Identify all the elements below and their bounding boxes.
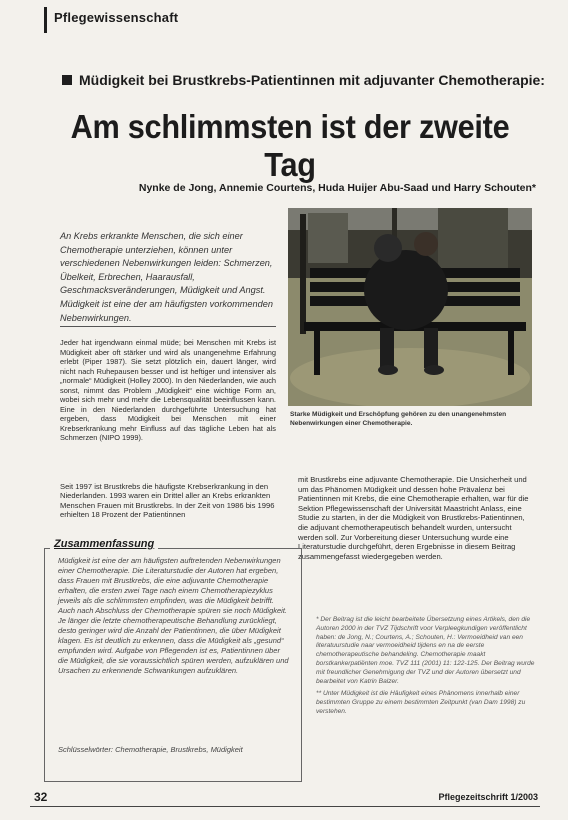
summary-text: Müdigkeit ist eine der am häufigsten auftretenden Nebenwirkungen einer Chemotherapie. Die Literaturstudie der Autoren hat ergeben, dass Frauen mit Brustkrebs, die eine adjuvante Chemotherapie erhalten, die ersten zwei Tage nach einem Chemotherapiezyklus jeweils als die schlimmsten empfinden, was die Müdigkeit betrifft. Auch nach Abschluss der Chemotherapie spüren sie noch Müdigkeit. Je länger die letzte chemotherapeutische Behandlung zurückliegt, desto geringer wird die Anzahl der Patientinnen, die über Müdigkeit klagen. Es ist deutlich zu erkennen, dass die Müdigkeit als „gesund“ empfunden wird. Aufgabe von Pflegenden ist es, Patientinnen über die Müdigkeit, die sie voraussichtlich spüren werden, aufzuklären und Ursachen zu erkennende Schwankungen aufzuklären. — [58, 556, 289, 675]
article-authors: Nynke de Jong, Annemie Courtens, Huda Huijer Abu-Saad und Harry Schouten* — [138, 182, 536, 194]
section-rule — [44, 7, 47, 33]
couple-on-bench-photo — [288, 208, 532, 406]
keywords: Schlüsselwörter: Chemotherapie, Brustkrebs, Müdigkeit — [58, 745, 243, 754]
footnote-2: ** Unter Müdigkeit ist die Häufigkeit eines Phänomens innerhalb einer bestimmten Gruppe zu einem bestimmten Zeitpunkt (van Dam 1998) zu verstehen. — [316, 690, 526, 715]
footer-rule — [30, 806, 540, 807]
body-text-left-tail: Seit 1997 ist Brustkrebs die häufigste Krebserkrankung in den Niederlanden. 1993 waren ein Drittel aller an Krebs erkrankten Menschen Frauen mit Brustkrebs. In der Zeit von 1986 bis 1996 erhielten 18 Prozent der Patientinnen — [60, 482, 275, 520]
footnotes — [316, 616, 538, 717]
body-text-left: Jeder hat irgendwann einmal müde; bei Menschen mit Krebs ist Müdigkeit aber oft stärker und wird als unangenehme Erfahrung erlebt (Piper 1987). Sie setzt plötzlich ein, dauert länger, wird nicht nach Ruhepausen besser und ist heftiger und intensiver als „normale“ Müdigkeit (Holley 2000). In den Niederlanden, wie auch sonst, nimmt das Problem „Müdigkeit“ eine wichtige Form an, wobei sich mehr und mehr die Lebensqualität beeinflussen kann. Eine in den Niederlanden durchgeführte Untersuchung hat ergeben, dass Müdigkeit bei Menschen mit einer Krebserkrankung mehr Einfluss auf das tägliche Leben hat als Schmerzen (NIPO 1999). — [60, 338, 276, 442]
body-text-right: mit Brustkrebs eine adjuvante Chemotherapie. Die Unsicherheit und um das Phänomen Müdigkeit und dessen hohe Prävalenz bei Patientinnen mit Krebs, die eine Chemotherapie erhalten, war für die Sektion Pflegewissenschaft der Universität Maastricht Anlass, eine Studie zu starten, in der die Müdigkeit von Brustkrebs-Patientinnen, die adjuvant chemotherapeutisch behandelt wurden, untersucht werden soll. Zur Vorbereitung dieser Untersuchung wurde eine Literaturstudie durchgeführt, deren Ergebnisse in diesem Beitrag zusammengefasst wiedergegeben werden. — [298, 475, 529, 561]
article-subtitle-row — [62, 72, 545, 88]
summary-heading: Zusammenfassung — [50, 538, 158, 550]
article-title: Am schlimmsten ist der zweite Tag — [70, 108, 510, 183]
article-subtitle: Müdigkeit bei Brustkrebs-Patientinnen mit adjuvanter Chemotherapie: — [79, 72, 545, 88]
page-number: 32 — [34, 790, 48, 804]
lead-paragraph: An Krebs erkrankte Menschen, die sich einer Chemotherapie unterziehen, können unter verschiedenen Nebenwirkungen leiden: Schmerzen, Übelkeit, Erbrechen, Haarausfall, Geschmacksveränderungen, Müdigkeit und Angst. Müdigkeit ist eine der am häufigsten vorkommenden Nebenwirkungen. — [60, 231, 273, 323]
section-label: Pflegewissenschaft — [54, 10, 179, 25]
bullet-square-icon — [62, 75, 72, 85]
journal-footer: Pflegezeitschrift 1/2003 — [438, 792, 538, 802]
photo-caption: Starke Müdigkeit und Erschöpfung gehören zu den unangenehmsten Nebenwirkungen einer Chemotherapie. — [290, 411, 507, 427]
footnote-1: * Der Beitrag ist die leicht bearbeitete Übersetzung eines Artikels, den die Autoren 2000 in der TVZ Tijdschrift voor Verpleegkundigen veröffentlicht haben: de Jong, N.; Courtens, A.; Schouten, H.: Vermoeidheid van een literatuurstudie naar vermoeidheid tijdens en na de eerste chemotherapeutische behandeling. Chemotherapie maakt borstkankerpatiënten moe. TVZ 111 (2001) 11: 122-125. Der Beitrag wurde mit freundlicher Genehmigung der TVZ und der Autoren übersetzt und bearbeitet von Katrin Balzer. — [316, 616, 535, 685]
lead-divider — [60, 326, 276, 327]
